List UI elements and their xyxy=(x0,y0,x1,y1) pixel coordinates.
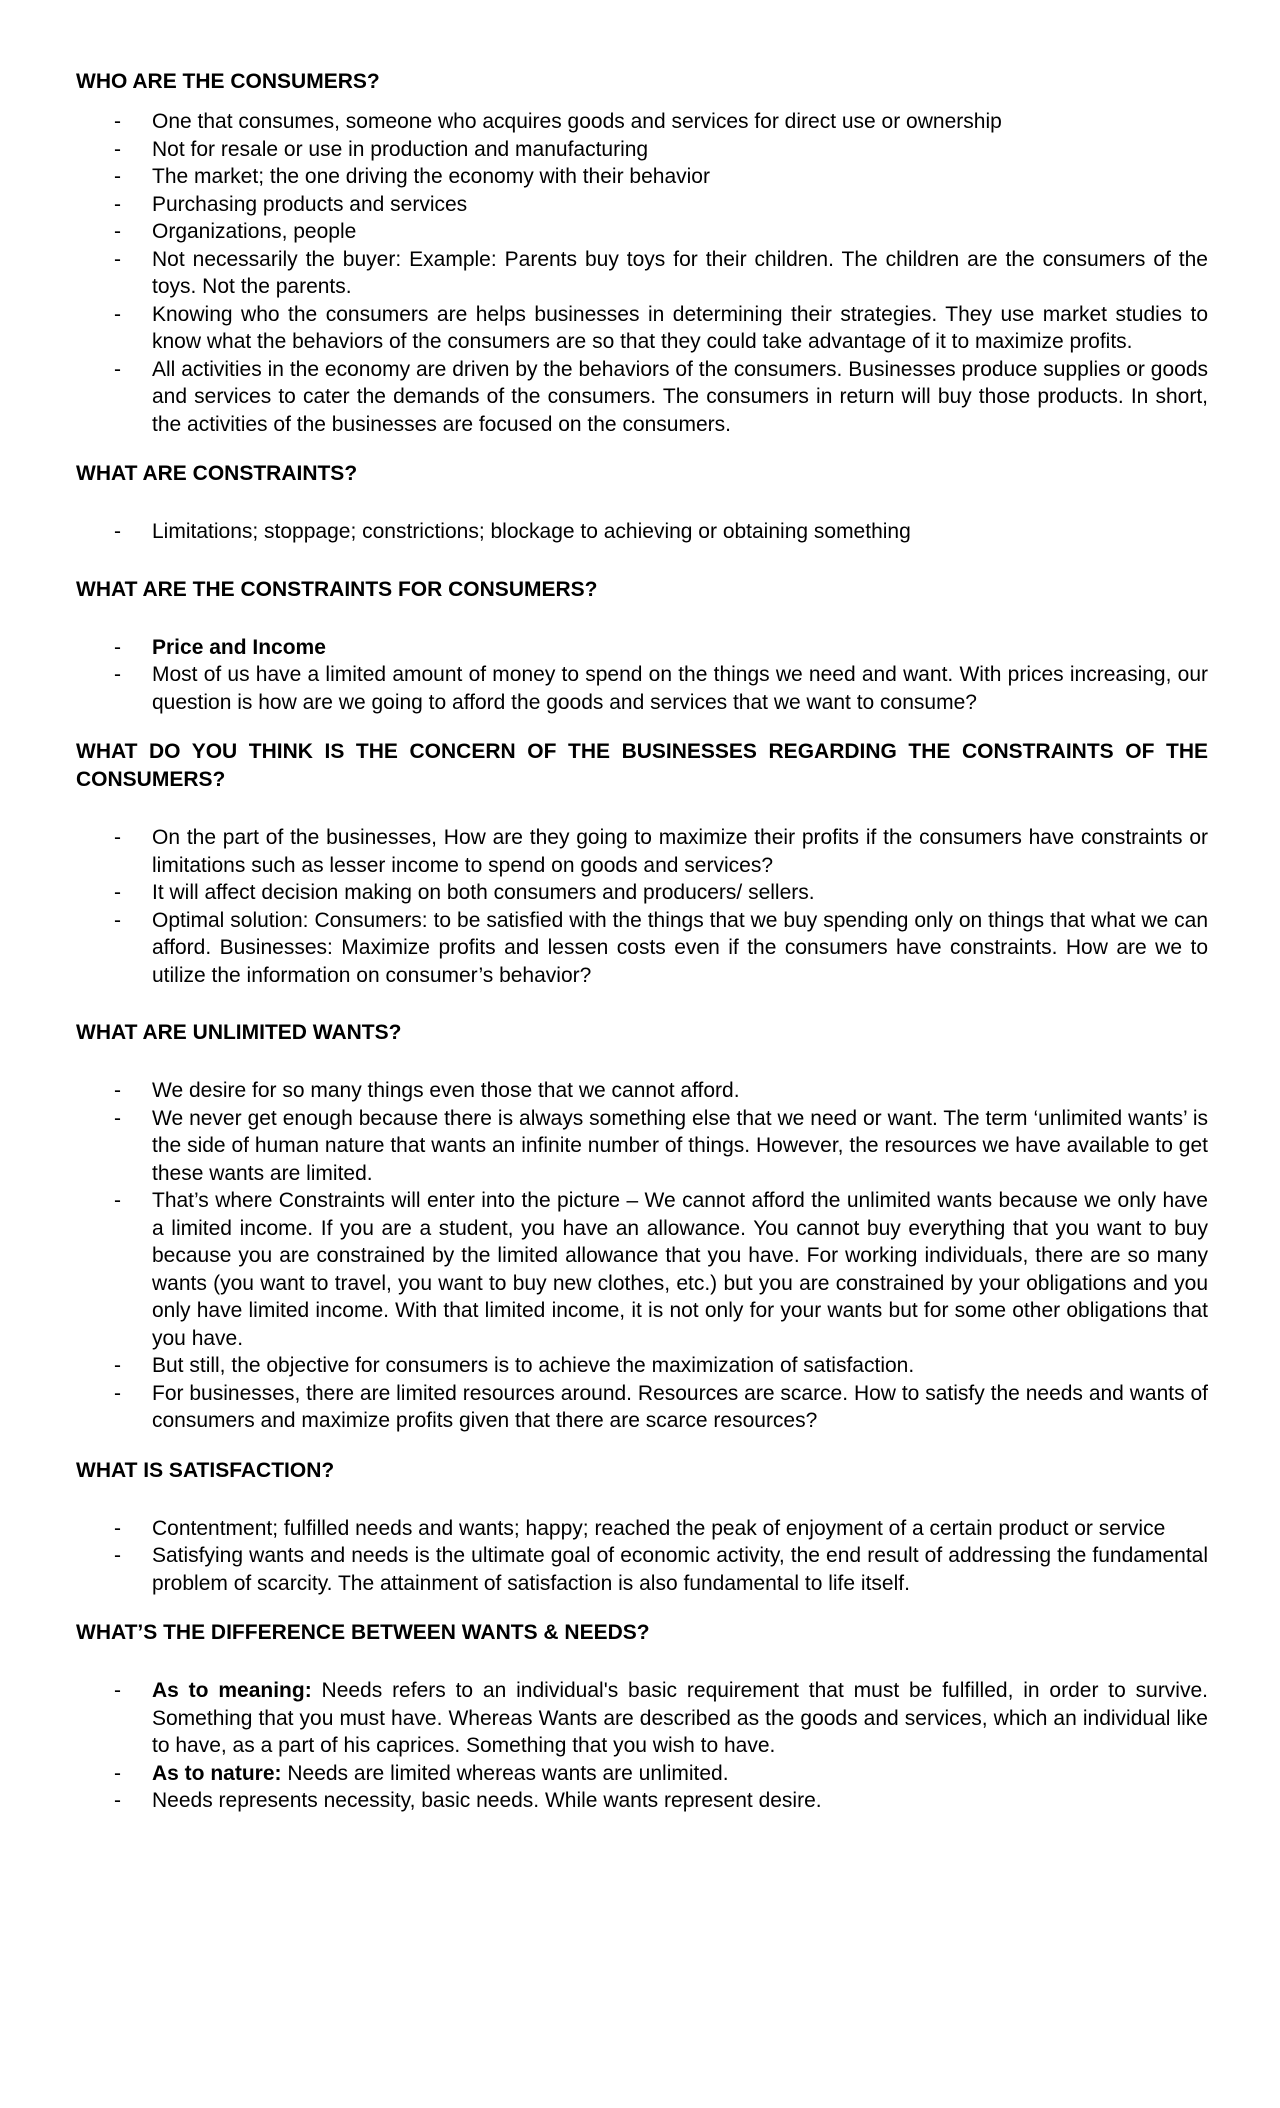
bullet-dash: - xyxy=(114,192,121,216)
heading-what-are-constraints: WHAT ARE CONSTRAINTS? xyxy=(76,462,358,485)
list-constraints-for-consumers xyxy=(76,634,1208,717)
bullet-dash: - xyxy=(114,1106,121,1130)
list-item: - Needs represents necessity, basic needs. While wants represent desire. xyxy=(76,1787,1208,1815)
list-item: - Satisfying wants and needs is the ultimate goal of economic activity, the end result of addressing the fundamental problem of scarcity. The attainment of satisfaction is also fundamental to life itself. xyxy=(114,1544,1208,1595)
list-item: - We desire for so many things even those that we cannot afford. xyxy=(76,1077,1208,1105)
list-item: - As to nature: Needs are limited whereas wants are unlimited. xyxy=(76,1760,1208,1788)
bullet-dash: - xyxy=(114,1516,121,1540)
bullet-dash: - xyxy=(114,1189,121,1212)
list-item: - We never get enough because there is always something else that we need or want. The term ‘unlimited wants’ is the side of human nature that wants an infinite number of things. However, the resources we have available to get these wants are limited. xyxy=(114,1106,1208,1185)
list-who-are-consumers xyxy=(76,108,1208,438)
list-item: - But still, the objective for consumers is to achieve the maximization of satisfaction. xyxy=(76,1352,1208,1380)
bullet-dash: - xyxy=(114,1544,121,1567)
bullet-dash: - xyxy=(114,826,121,849)
list-item: - Not for resale or use in production and manufacturing xyxy=(76,136,1208,164)
bullet-dash: - xyxy=(114,1354,121,1377)
heading-constraints-for-consumers: WHAT ARE THE CONSTRAINTS FOR CONSUMERS? xyxy=(76,577,598,601)
item-label: As to meaning: xyxy=(152,1679,312,1702)
heading-unlimited-wants: WHAT ARE UNLIMITED WANTS? xyxy=(76,1021,402,1044)
bullet-dash: - xyxy=(114,247,121,271)
list-item: - That’s where Constraints will enter into the picture – We cannot afford the unlimited wants because we only have a limited income. If you are a student, you have an allowance. You cannot buy everything that you want to buy because you are constrained by the limited allowance that you have. For working individuals, there are so many wants (you want to travel, you want to buy new clothes, etc.) but you are constrained by your obligations and you only have limited income. With that limited income, it is not only for your wants but for some other obligations that you have. xyxy=(114,1189,1208,1350)
list-what-is-satisfaction xyxy=(76,1515,1208,1598)
bullet-dash: - xyxy=(114,165,121,188)
bullet-dash: - xyxy=(114,520,121,543)
bullet-dash: - xyxy=(114,137,121,161)
heading-who-are-consumers: WHO ARE THE CONSUMERS? xyxy=(76,70,380,93)
item-label: As to nature: xyxy=(152,1761,282,1785)
bullet-dash: - xyxy=(114,1679,121,1702)
list-item: - Knowing who the consumers are helps businesses in determining their strategies. They use market studies to know what the behaviors of the consumers are so that they could take advantage of it to maximize profits. xyxy=(114,302,1208,353)
list-concern-of-businesses xyxy=(76,824,1208,989)
list-item: - Optimal solution: Consumers: to be satisfied with the things that we buy spending only on things that what we can afford. Businesses: Maximize profits and lessen costs even if the consumers have constraints. How are we to utilize the information on consumer’s behavior? xyxy=(114,908,1208,987)
bullet-dash: - xyxy=(114,110,121,133)
list-item: - For businesses, there are limited resources around. Resources are scarce. How to satisfy the needs and wants of consumers and maximize profits given that there are scarce resources? xyxy=(114,1381,1208,1432)
bullet-dash: - xyxy=(114,663,121,686)
list-item: - Price and Income xyxy=(76,634,1208,662)
document-content xyxy=(76,68,1208,1815)
list-item: - It will affect decision making on both consumers and producers/ sellers. xyxy=(76,879,1208,907)
bullet-dash: - xyxy=(114,1789,121,1812)
bullet-dash: - xyxy=(114,302,121,326)
list-item: - Contentment; fulfilled needs and wants; happy; reached the peak of enjoyment of a certain product or service xyxy=(76,1515,1208,1543)
list-item: - Limitations; stoppage; constrictions; blockage to achieving or obtaining something xyxy=(76,518,1208,546)
bullet-dash: - xyxy=(114,908,121,932)
bullet-dash: - xyxy=(114,357,121,381)
bullet-dash: - xyxy=(114,220,121,243)
list-item: - Not necessarily the buyer: Example: Parents buy toys for their children. The children are the consumers of the toys. Not the parents. xyxy=(114,247,1208,298)
heading-wants-vs-needs: WHAT’S THE DIFFERENCE BETWEEN WANTS & NEEDS? xyxy=(76,1621,650,1644)
list-item: - As to meaning: Needs refers to an individual's basic requirement that must be fulfilled, in order to survive. Something that you must have. Whereas Wants are described as the goods and services, which an individual like to have, as a part of his caprices. Something that you wish to have. xyxy=(114,1679,1208,1757)
bullet-dash: - xyxy=(114,1761,121,1785)
list-item: - Organizations, people xyxy=(76,218,1208,246)
list-item: - One that consumes, someone who acquires goods and services for direct use or ownership xyxy=(76,108,1208,136)
list-item: - Purchasing products and services xyxy=(76,191,1208,219)
heading-what-is-satisfaction: WHAT IS SATISFACTION? xyxy=(76,1458,335,1482)
heading-concern-of-businesses: WHAT DO YOU THINK IS THE CONCERN OF THE BUSINESSES REGARDING THE CONSTRAINTS OF THE CONSUMERS? xyxy=(76,740,1208,791)
list-item: - On the part of the businesses, How are they going to maximize their profits if the consumers have constraints or limitations such as lesser income to spend on goods and services? xyxy=(114,826,1208,877)
bullet-dash: - xyxy=(114,1079,121,1102)
list-wants-vs-needs xyxy=(76,1677,1208,1815)
bullet-dash: - xyxy=(114,635,121,659)
list-what-are-constraints xyxy=(76,518,1208,546)
list-item: - Most of us have a limited amount of money to spend on the things we need and want. With prices increasing, our question is how are we going to afford the goods and services that we want to consume? xyxy=(114,663,1208,714)
list-item: - All activities in the economy are driven by the behaviors of the consumers. Businesses produce supplies or goods and services to cater the demands of the consumers. The consumers in return will buy those products. In short, the activities of the businesses are focused on the consumers. xyxy=(114,357,1208,436)
bullet-dash: - xyxy=(114,1381,121,1405)
bullet-dash: - xyxy=(114,881,121,904)
list-unlimited-wants xyxy=(76,1077,1208,1435)
list-item: - The market; the one driving the economy with their behavior xyxy=(76,163,1208,191)
